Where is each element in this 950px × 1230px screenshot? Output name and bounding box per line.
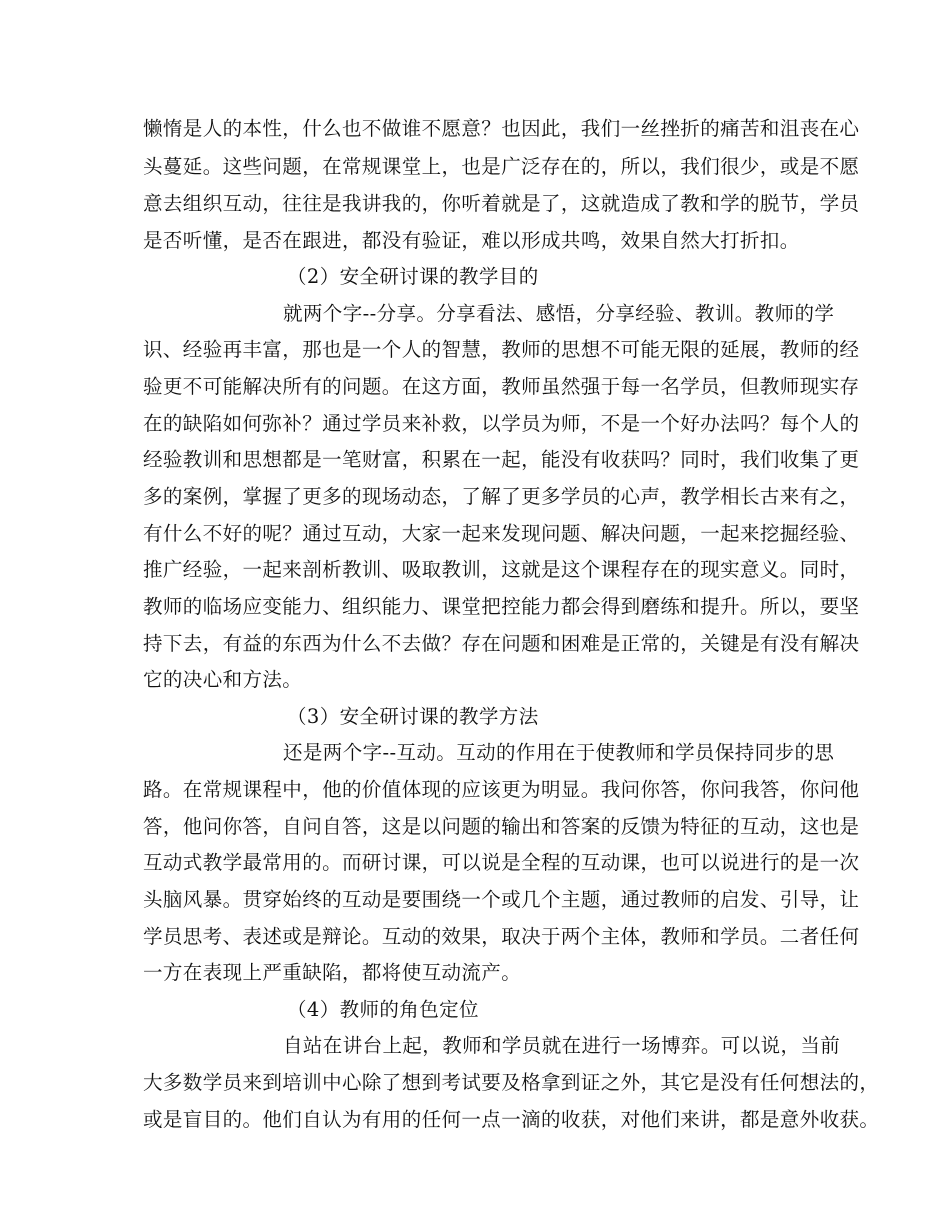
paragraph-line: 头蔓延。这些问题，在常规课堂上，也是广泛存在的，所以，我们很少，或是不愿 [143, 155, 860, 178]
paragraph-line: 它的决心和方法。 [143, 668, 303, 691]
paragraph-line: 路。在常规课程中，他的价值体现的应该更为明显。我问你答，你问我答，你问他 [143, 778, 860, 801]
section-heading: （3）安全研讨课的教学方法 [287, 705, 539, 728]
paragraph-line: 在的缺陷如何弥补？通过学员来补救，以学员为师，不是一个好办法吗？每个人的 [143, 412, 860, 435]
paragraph-line: 还是两个字--互动。互动的作用在于使教师和学员保持同步的思 [283, 741, 835, 764]
paragraph-line: 自站在讲台上起，教师和学员就在进行一场博弈。可以说，当前 [283, 1034, 841, 1057]
paragraph-line: 是否听懂，是否在跟进，都没有验证，难以形成共鸣，效果自然大打折扣。 [143, 229, 800, 252]
paragraph-line: 一方在表现上严重缺陷，都将使互动流产。 [143, 961, 522, 984]
paragraph-line: 学员思考、表述或是辩论。互动的效果，取决于两个主体，教师和学员。二者任何 [143, 925, 860, 948]
paragraph-line: 或是盲目的。他们自认为有用的任何一点一滴的收获，对他们来讲，都是意外收获。 [143, 1108, 880, 1131]
paragraph-line: 推广经验，一起来剖析教训、吸取教训，这就是这个课程存在的现实意义。同时， [143, 558, 860, 581]
paragraph-line: 懒惰是人的本性，什么也不做谁不愿意？也因此，我们一丝挫折的痛苦和沮丧在心 [143, 117, 860, 140]
paragraph-line: 就两个字--分享。分享看法、感悟，分享经验、教训。教师的学 [283, 302, 835, 325]
paragraph-line: 验更不可能解决所有的问题。在这方面，教师虽然强于每一名学员，但教师现实存 [143, 375, 860, 398]
paragraph-line: 识、经验再丰富，那也是一个人的智慧，教师的思想不可能无限的延展，教师的经 [143, 338, 860, 361]
paragraph-line: 有什么不好的呢？通过互动，大家一起来发现问题、解决问题，一起来挖掘经验、 [143, 522, 860, 545]
paragraph-line: 大多数学员来到培训中心除了想到考试要及格拿到证之外，其它是没有任何想法的， [143, 1071, 880, 1094]
section-heading: （2）安全研讨课的教学目的 [287, 265, 539, 288]
paragraph-line: 答，他问你答，自问自答，这是以问题的输出和答案的反馈为特征的互动，这也是 [143, 815, 860, 838]
paragraph-line: 头脑风暴。贯穿始终的互动是要围绕一个或几个主题，通过教师的启发、引导，让 [143, 888, 860, 911]
paragraph-line: 经验教训和思想都是一笔财富，积累在一起，能没有收获吗？同时，我们收集了更 [143, 448, 860, 471]
paragraph-line: 持下去，有益的东西为什么不去做？存在问题和困难是正常的，关键是有没有解决 [143, 632, 860, 655]
paragraph-line: 互动式教学最常用的。而研讨课，可以说是全程的互动课，也可以说进行的是一次 [143, 851, 860, 874]
section-heading: （4）教师的角色定位 [287, 998, 479, 1021]
paragraph-line: 意去组织互动，往往是我讲我的，你听着就是了，这就造成了教和学的脱节，学员 [143, 192, 860, 215]
paragraph-line: 多的案例，掌握了更多的现场动态，了解了更多学员的心声，教学相长古来有之， [143, 485, 860, 508]
paragraph-line: 教师的临场应变能力、组织能力、课堂把控能力都会得到磨练和提升。所以，要坚 [143, 595, 860, 618]
